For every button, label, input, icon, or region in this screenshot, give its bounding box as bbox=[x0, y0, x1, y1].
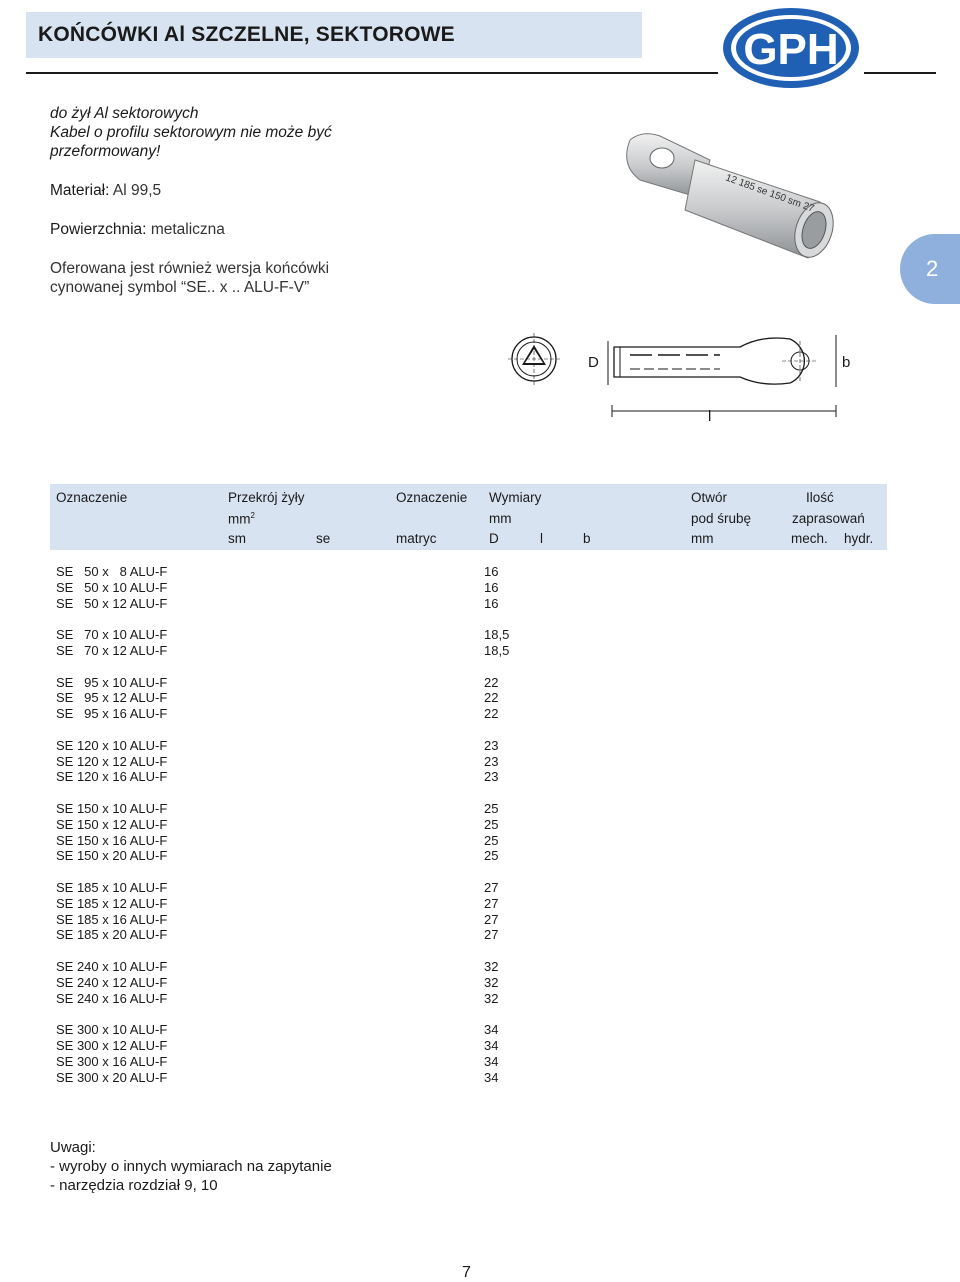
drawing-label-d: D bbox=[588, 354, 599, 371]
cell-d: 16 bbox=[484, 579, 499, 595]
cell-d: 22 bbox=[484, 706, 499, 722]
cell-d: 32 bbox=[484, 959, 499, 974]
cell-oznaczenie: SE 95 x 12 ALU-F bbox=[56, 690, 168, 706]
material-value: Al 99,5 bbox=[112, 182, 162, 199]
offer-line: cynowanej symbol “SE.. x .. ALU-F-V” bbox=[50, 279, 310, 296]
cell-oznaczenie: SE 95 x 10 ALU-F bbox=[56, 674, 168, 690]
cell-d: 25 bbox=[484, 848, 499, 864]
cell-oznaczenie: SE 240 x 10 ALU-F bbox=[56, 959, 168, 974]
th-mm2: $mm^2$ bbox=[228, 511, 255, 527]
cell-d: 32 bbox=[484, 990, 499, 1006]
note-item: - narzędzia rozdział 9, 10 bbox=[50, 1177, 218, 1194]
cell-d: 34 bbox=[484, 1069, 499, 1085]
drawing-label-l: l bbox=[708, 408, 712, 425]
cell-oznaczenie: SE 185 x 20 ALU-F bbox=[56, 927, 168, 943]
cell-d: 27 bbox=[484, 911, 499, 927]
cell-d: 25 bbox=[484, 832, 499, 848]
cell-d: 22 bbox=[484, 690, 499, 706]
th-mm-hole: mm bbox=[691, 531, 714, 546]
cell-oznaczenie: SE 240 x 12 ALU-F bbox=[56, 974, 168, 990]
cell-d: 32 bbox=[484, 974, 499, 990]
th-mech: mech. bbox=[791, 531, 828, 546]
cell-d: 18,5 bbox=[484, 643, 510, 658]
cell-oznaczenie: SE 300 x 12 ALU-F bbox=[56, 1038, 168, 1053]
surface-line bbox=[50, 220, 470, 239]
th-sm: sm bbox=[228, 531, 246, 546]
cell-oznaczenie: SE 185 x 12 ALU-F bbox=[56, 895, 168, 911]
notes-title: Uwagi: bbox=[50, 1139, 96, 1156]
cell-oznaczenie: SE 50 x 12 ALU-F bbox=[56, 595, 168, 611]
th-mm-dim: mm bbox=[489, 511, 512, 526]
th-wymiary: Wymiary bbox=[489, 490, 542, 505]
cell-d: 23 bbox=[484, 737, 499, 753]
cell-d: 34 bbox=[484, 1022, 499, 1038]
cell-d: 25 bbox=[484, 816, 499, 832]
technical-drawing bbox=[500, 325, 880, 435]
cell-d: 23 bbox=[484, 769, 499, 785]
cell-d: 16 bbox=[484, 595, 499, 611]
cell-d: 27 bbox=[484, 895, 499, 911]
th-matryc: matryc bbox=[396, 531, 437, 546]
th-hydr: hydr. bbox=[844, 531, 874, 546]
logo-text: GPH bbox=[743, 25, 839, 74]
intro-block bbox=[50, 104, 470, 297]
cell-oznaczenie: SE 150 x 10 ALU-F bbox=[56, 801, 168, 816]
th-pod-srube: pod śrubę bbox=[691, 511, 752, 526]
product-photo bbox=[590, 110, 850, 270]
th-przekroj: Przekrój żyły bbox=[228, 490, 305, 505]
cell-oznaczenie: SE 240 x 16 ALU-F bbox=[56, 990, 168, 1006]
surface-label: Powierzchnia: bbox=[50, 221, 147, 238]
chapter-tab bbox=[900, 234, 960, 304]
cell-oznaczenie: SE 300 x 10 ALU-F bbox=[56, 1022, 168, 1038]
cell-oznaczenie: SE 120 x 12 ALU-F bbox=[56, 753, 168, 769]
cell-oznaczenie: SE 70 x 10 ALU-F bbox=[56, 627, 168, 643]
table-header bbox=[50, 484, 887, 550]
cell-oznaczenie: SE 150 x 20 ALU-F bbox=[56, 848, 168, 864]
cell-oznaczenie: SE 120 x 16 ALU-F bbox=[56, 769, 168, 785]
cell-oznaczenie: SE 70 x 12 ALU-F bbox=[56, 643, 168, 658]
cell-d: 18,5 bbox=[484, 627, 510, 643]
th-d: D bbox=[489, 531, 499, 546]
th-otwor: Otwór bbox=[691, 490, 728, 505]
page-number: 7 bbox=[462, 1264, 471, 1281]
th-oznaczenie-matryc: Oznaczenie bbox=[396, 490, 468, 505]
th-b: b bbox=[583, 531, 591, 546]
cell-d: 23 bbox=[484, 753, 499, 769]
th-se: se bbox=[316, 531, 331, 546]
product-marking: 12 185 se 150 sm 27 bbox=[723, 172, 816, 215]
cell-d: 34 bbox=[484, 1053, 499, 1069]
cell-d: 16 bbox=[484, 564, 499, 579]
cell-oznaczenie: SE 95 x 16 ALU-F bbox=[56, 706, 168, 722]
cell-d: 34 bbox=[484, 1038, 499, 1053]
surface-value: metaliczna bbox=[150, 221, 225, 238]
th-zaprasowan: zaprasowań bbox=[792, 511, 865, 526]
th-l: l bbox=[540, 531, 543, 546]
material-line bbox=[50, 181, 470, 200]
th-ilosc: Ilość bbox=[806, 490, 834, 505]
intro-line: przeformowany! bbox=[50, 143, 161, 160]
intro-line: do żył Al sektorowych bbox=[50, 105, 199, 122]
cell-oznaczenie: SE 300 x 16 ALU-F bbox=[56, 1053, 168, 1069]
title-bar bbox=[26, 12, 642, 58]
cell-oznaczenie: SE 50 x 10 ALU-F bbox=[56, 579, 168, 595]
intro-line: Kabel o profilu sektorowym nie może być bbox=[50, 124, 332, 141]
drawing-label-b: b bbox=[842, 354, 851, 371]
note-item: - wyroby o innych wymiarach na zapytanie bbox=[50, 1158, 332, 1175]
notes-block bbox=[50, 1138, 332, 1195]
cell-d: 25 bbox=[484, 801, 499, 816]
offer-line: Oferowana jest również wersja końcówki bbox=[50, 260, 330, 277]
page-title: KOŃCÓWKI Al SZCZELNE, SEKTOROWE bbox=[38, 23, 455, 46]
cell-oznaczenie: SE 300 x 20 ALU-F bbox=[56, 1069, 168, 1085]
cell-d: 27 bbox=[484, 927, 499, 943]
chapter-number: 2 bbox=[926, 256, 939, 281]
cell-oznaczenie: SE 150 x 12 ALU-F bbox=[56, 816, 168, 832]
cell-oznaczenie: SE 185 x 10 ALU-F bbox=[56, 880, 168, 895]
material-label: Materiał: bbox=[50, 182, 110, 199]
cell-d: 22 bbox=[484, 674, 499, 690]
gph-logo bbox=[718, 2, 864, 88]
cell-oznaczenie: SE 185 x 16 ALU-F bbox=[56, 911, 168, 927]
cell-oznaczenie: SE 50 x 8 ALU-F bbox=[56, 564, 168, 579]
th-oznaczenie: Oznaczenie bbox=[56, 490, 128, 505]
cell-oznaczenie: SE 150 x 16 ALU-F bbox=[56, 832, 168, 848]
cell-oznaczenie: SE 120 x 10 ALU-F bbox=[56, 737, 168, 753]
cell-d: 27 bbox=[484, 880, 499, 895]
